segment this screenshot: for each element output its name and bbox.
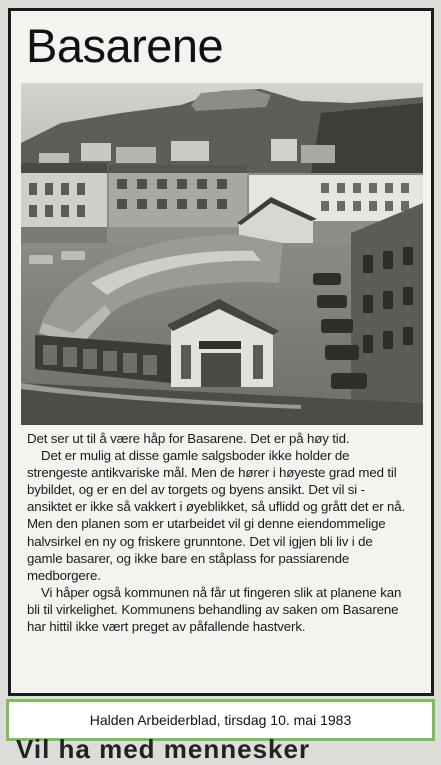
article-lead-paragraph: Det ser ut til å være håp for Basarene. Det er på høy tid. [27,431,350,446]
cut-off-headline-text: Vil ha med mennesker [16,734,311,764]
cut-off-headline [16,734,426,764]
article-photo [21,83,423,425]
article-body [27,430,411,635]
article-paragraph: Vi håper også kommunen nå får ut fingeren slik at planene kan bli til virkelighet. Kommunens behandling av saken om Basarene har hittil ikke vært preget av påfallende hastverk. [27,584,402,635]
source-caption-text: Halden Arbeiderblad, tirsdag 10. mai 1983 [89,712,352,728]
article-paragraph: Det er mulig at disse gamle salgsboder ikke holder de strengeste antikvariske mål. Men de hører i høyeste grad med til bybildet, og er en del av torgets og byens ansikt. Det vil si - ansiktet er ikke så vakkert i øyeblikket, så uflidd og grått det er nå. Men den planen som er utarbeidet vil gi denne eiendommelige halvsirkel en ny og friskere grunntone. Det vil igjen bli liv i de gamle basarer, og ikke bare en ståplass for passiarende medborgere. [27,448,406,583]
article-headline: Basarene [26,19,224,72]
